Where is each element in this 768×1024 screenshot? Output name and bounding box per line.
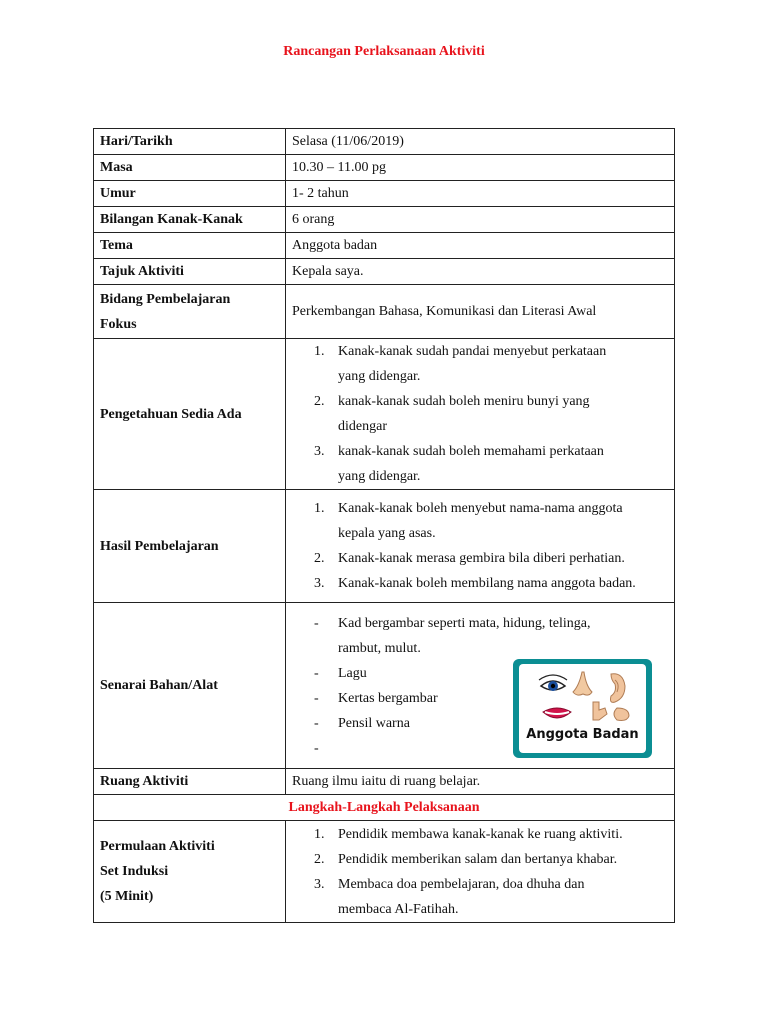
- list-number: 1.: [314, 501, 325, 516]
- table-row: [94, 155, 675, 181]
- value-pengetahuan: [286, 339, 675, 490]
- list-number: 3.: [314, 444, 325, 459]
- list-text: rambut, mulut.: [338, 640, 421, 656]
- table-row: [94, 795, 675, 821]
- list-item: [292, 872, 668, 922]
- list-number: 1.: [314, 344, 325, 359]
- activity-plan-table: [93, 128, 675, 923]
- table-row: [94, 339, 675, 490]
- label-bahan: Senarai Bahan/Alat: [94, 603, 286, 769]
- label-permulaan-line2: Set Induksi: [100, 864, 169, 879]
- list-dash: -: [314, 615, 319, 631]
- list-text: Membaca doa pembelajaran, doa dhuha dan: [338, 876, 585, 892]
- label-bidang-line2: Fokus: [100, 316, 137, 332]
- list-text: Pensil warna: [338, 715, 410, 731]
- table-row: [94, 821, 675, 923]
- value-hasil: [286, 490, 675, 603]
- value-bilangan: 6 orang: [286, 207, 675, 233]
- list-item: [292, 339, 668, 389]
- table-row: [94, 769, 675, 795]
- anggota-badan-label: Anggota Badan: [526, 726, 639, 742]
- value-hari: Selasa (11/06/2019): [286, 129, 675, 155]
- list-item: [292, 571, 668, 596]
- list-number: 3.: [314, 876, 325, 892]
- label-bilangan: Bilangan Kanak-Kanak: [94, 207, 286, 233]
- list-item: [292, 389, 668, 439]
- list-text: Kertas bergambar: [338, 690, 438, 706]
- document-title: Rancangan Perlaksanaan Aktiviti: [283, 44, 485, 59]
- label-umur: Umur: [94, 181, 286, 207]
- label-masa: Masa: [94, 155, 286, 181]
- table-row: [94, 259, 675, 285]
- list-text: yang didengar.: [338, 469, 421, 484]
- label-tema: Tema: [94, 233, 286, 259]
- list-text: Pendidik membawa kanak-kanak ke ruang aktiviti.: [338, 826, 623, 842]
- list-item: [292, 546, 668, 571]
- value-permulaan: [286, 821, 675, 923]
- list-text: kanak-kanak sudah boleh memahami perkataan: [338, 444, 604, 459]
- value-umur: 1- 2 tahun: [286, 181, 675, 207]
- list-item: [292, 496, 668, 546]
- label-tajuk: Tajuk Aktiviti: [94, 259, 286, 285]
- list-dash: -: [314, 665, 319, 681]
- list-text: Pendidik memberikan salam dan bertanya khabar.: [338, 851, 618, 867]
- label-permulaan: [94, 821, 286, 923]
- list-number: 1.: [314, 826, 325, 842]
- table-row: [94, 233, 675, 259]
- table-row: [94, 129, 675, 155]
- label-hari: Hari/Tarikh: [94, 129, 286, 155]
- label-pengetahuan: Pengetahuan Sedia Ada: [94, 339, 286, 490]
- list-text: yang didengar.: [338, 369, 421, 384]
- eye-icon: [539, 675, 567, 691]
- table-row: [94, 603, 675, 769]
- section-heading-langkah: Langkah-Langkah Pelaksanaan: [94, 795, 675, 821]
- foot-icon: [614, 708, 629, 721]
- pengetahuan-list: [292, 339, 668, 489]
- table-row: [94, 181, 675, 207]
- value-tema: Anggota badan: [286, 233, 675, 259]
- hasil-list: [292, 496, 668, 596]
- list-item: [292, 847, 668, 872]
- value-bidang: Perkembangan Bahasa, Komunikasi dan Literasi Awal: [286, 285, 675, 339]
- list-text: kepala yang asas.: [338, 526, 436, 541]
- list-dash: -: [314, 690, 319, 706]
- table-row: [94, 207, 675, 233]
- list-text: Kanak-kanak sudah pandai menyebut perkataan: [338, 344, 607, 359]
- list-text: Kanak-kanak boleh membilang nama anggota badan.: [338, 576, 636, 591]
- permulaan-list: [292, 822, 668, 922]
- list-item: [292, 611, 668, 661]
- label-permulaan-line3: (5 Minit): [100, 889, 154, 904]
- list-number: 2.: [314, 851, 325, 867]
- label-ruang: Ruang Aktiviti: [94, 769, 286, 795]
- label-bidang-line1: Bidang Pembelajaran: [100, 291, 231, 307]
- list-text: Kanak-kanak boleh menyebut nama-nama anggota: [338, 501, 623, 516]
- value-ruang: Ruang ilmu iaitu di ruang belajar.: [286, 769, 675, 795]
- nose-icon: [573, 672, 592, 695]
- value-tajuk: Kepala saya.: [286, 259, 675, 285]
- list-dash: -: [314, 740, 319, 756]
- table-row: [94, 490, 675, 603]
- list-text: didengar: [338, 419, 387, 434]
- anggota-badan-image: [513, 659, 652, 758]
- label-permulaan-line1: Permulaan Aktiviti: [100, 839, 215, 854]
- list-dash: -: [314, 715, 319, 731]
- lips-icon: [543, 708, 571, 718]
- list-text: kanak-kanak sudah boleh meniru bunyi yang: [338, 394, 590, 409]
- list-number: 2.: [314, 551, 325, 566]
- table-row: [94, 285, 675, 339]
- list-number: 3.: [314, 576, 325, 591]
- hand-icon: [593, 702, 607, 720]
- list-text: Kanak-kanak merasa gembira bila diberi perhatian.: [338, 551, 625, 566]
- list-text: membaca Al-Fatihah.: [338, 901, 459, 917]
- ear-icon: [611, 673, 626, 702]
- list-item: [292, 822, 668, 847]
- list-text: Kad bergambar seperti mata, hidung, telinga,: [338, 615, 591, 631]
- list-text: Lagu: [338, 665, 367, 681]
- label-bidang: [94, 285, 286, 339]
- anggota-badan-image-inner: [519, 664, 646, 753]
- value-masa: 10.30 – 11.00 pg: [286, 155, 675, 181]
- list-item: [292, 439, 668, 489]
- bahan-content: [292, 611, 668, 761]
- label-hasil: Hasil Pembelajaran: [94, 490, 286, 603]
- value-bahan: [286, 603, 675, 769]
- list-number: 2.: [314, 394, 325, 409]
